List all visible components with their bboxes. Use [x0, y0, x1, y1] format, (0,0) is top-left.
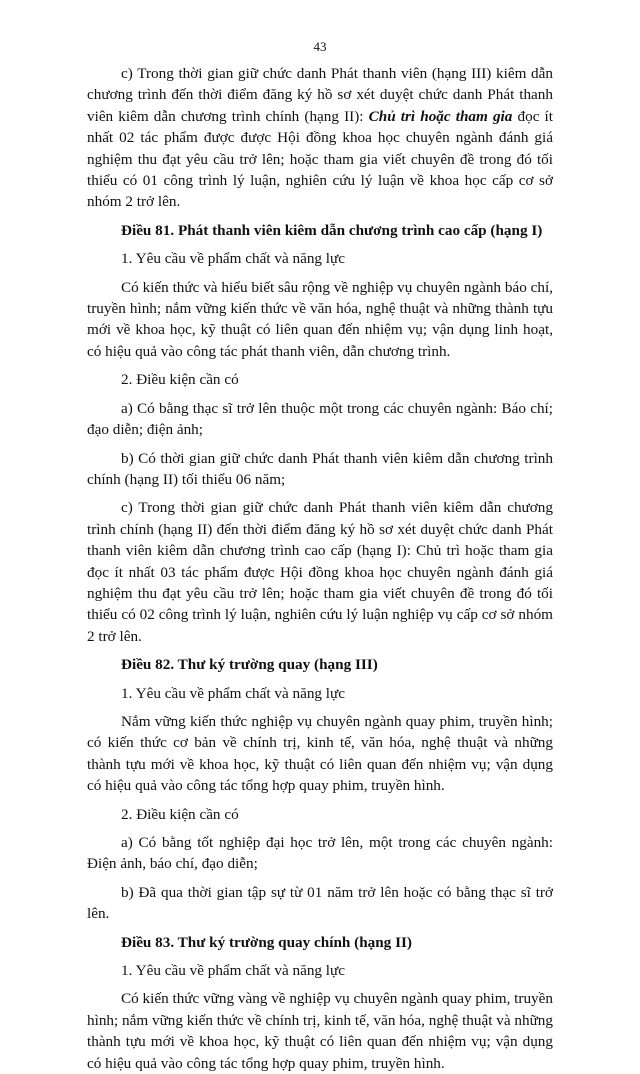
- emphasis-text: Chủ trì hoặc tham gia: [368, 107, 513, 125]
- article-81-clause-b: b) Có thời gian giữ chức danh Phát thanh viên kiêm dẫn chương trình chính (hạng II) tối thiểu 06 năm;: [87, 449, 553, 488]
- article-82-clause-a: a) Có bằng tốt nghiệp đại học trở lên, một trong các chuyên ngành: Điện ảnh, báo chí, đạo diễn;: [87, 834, 553, 873]
- article-82-heading: Điều 82. Thư ký trường quay (hạng III): [121, 656, 378, 674]
- article-83-heading: Điều 83. Thư ký trường quay chính (hạng II): [121, 933, 412, 951]
- clause-text-end: đọc ít nhất 02 tác phẩm được được Hội đồng khoa học chuyên ngành đánh giá nghiệm thu đạt yêu cầu trở lên; hoặc tham gia viết chuyên đề trong đó tối thiểu có 01 công trình lý luận, nghiên cứu lý luận về khoa học cấp cơ sở nhóm 2 trở lên.: [87, 107, 553, 211]
- article-82-section-2-heading: 2. Điều kiện cần có: [121, 805, 239, 823]
- article-81-clause-a: a) Có bằng thạc sĩ trở lên thuộc một trong các chuyên ngành: Báo chí; đạo diễn; điện ảnh;: [87, 399, 553, 439]
- article-83-section-1-heading: 1. Yêu cầu về phẩm chất và năng lực: [121, 962, 346, 980]
- article-81-clause-c: c) Trong thời gian giữ chức danh Phát thanh viên kiêm dẫn chương trình chính (hạng II) đến thời điểm đăng ký hồ sơ xét duyệt chức danh Phát thanh viên kiêm dẫn chương trình cao cấp (hạng I): Chủ trì hoặc tham gia đọc ít nhất 03 tác phẩm được Hội đồng khoa học chuyên ngành đánh giá nghiệm thu đạt yêu cầu trở lên; hoặc tham gia viết chuyên đề trong đó tối thiểu có 02 công trình lý luận, nghiên cứu lý luận nghiệp vụ cấp cơ sở nhóm 2 trở lên.: [87, 499, 553, 645]
- document-body: [87, 63, 553, 1074]
- article-82-section-1-heading: 1. Yêu cầu về phẩm chất và năng lực: [121, 684, 346, 702]
- article-82-clause-b: b) Đã qua thời gian tập sự từ 01 năm trở lên hoặc có bằng thạc sĩ trở lên.: [87, 883, 553, 923]
- article-81-section-1-heading: 1. Yêu cầu về phẩm chất và năng lực: [121, 250, 346, 268]
- article-83-section-1-text: Có kiến thức vững vàng về nghiệp vụ chuyên ngành quay phim, truyền hình; nắm vững kiến thức về chính trị, kinh tế, văn hóa, nghệ thuật và những thành tựu mới về khoa học, kỹ thuật có liên quan đến nhiệm vụ; vận dụng có hiệu quả vào công tác tổng hợp quay phim, truyền hình.: [87, 990, 553, 1072]
- article-82-section-1-text: Nắm vững kiến thức nghiệp vụ chuyên ngành quay phim, truyền hình; có kiến thức cơ bản về chính trị, kinh tế, văn hóa, nghệ thuật và những thành tựu mới về khoa học, kỹ thuật có liên quan đến nhiệm vụ; vận dụng có hiệu quả vào công tác tổng hợp quay phim, truyền hình.: [87, 712, 553, 795]
- paragraph-clause-c-hang-ii: [87, 63, 553, 213]
- article-81-section-1-text: Có kiến thức và hiểu biết sâu rộng về nghiệp vụ chuyên ngành báo chí, truyền hình; nắm vững kiến thức về văn hóa, nghệ thuật và những thành tựu mới về khoa học, kỹ thuật có liên quan đến nhiệm vụ; vận dụng linh hoạt, có hiệu quả vào công tác phát thanh viên, dẫn chương trình.: [87, 278, 553, 360]
- page-number: 43: [313, 39, 327, 54]
- article-81-section-2-heading: 2. Điều kiện cần có: [121, 371, 239, 389]
- clause-text-start: c) Trong thời gian giữ chức danh Phát thanh viên (hạng III) kiêm dẫn chương trình đến thời điểm đăng ký hồ sơ xét duyệt chức danh Phát thanh viên kiêm dẫn chương trình chính (hạng II):: [87, 65, 553, 125]
- article-81-heading: Điều 81. Phát thanh viên kiêm dẫn chương trình cao cấp (hạng I): [121, 221, 543, 239]
